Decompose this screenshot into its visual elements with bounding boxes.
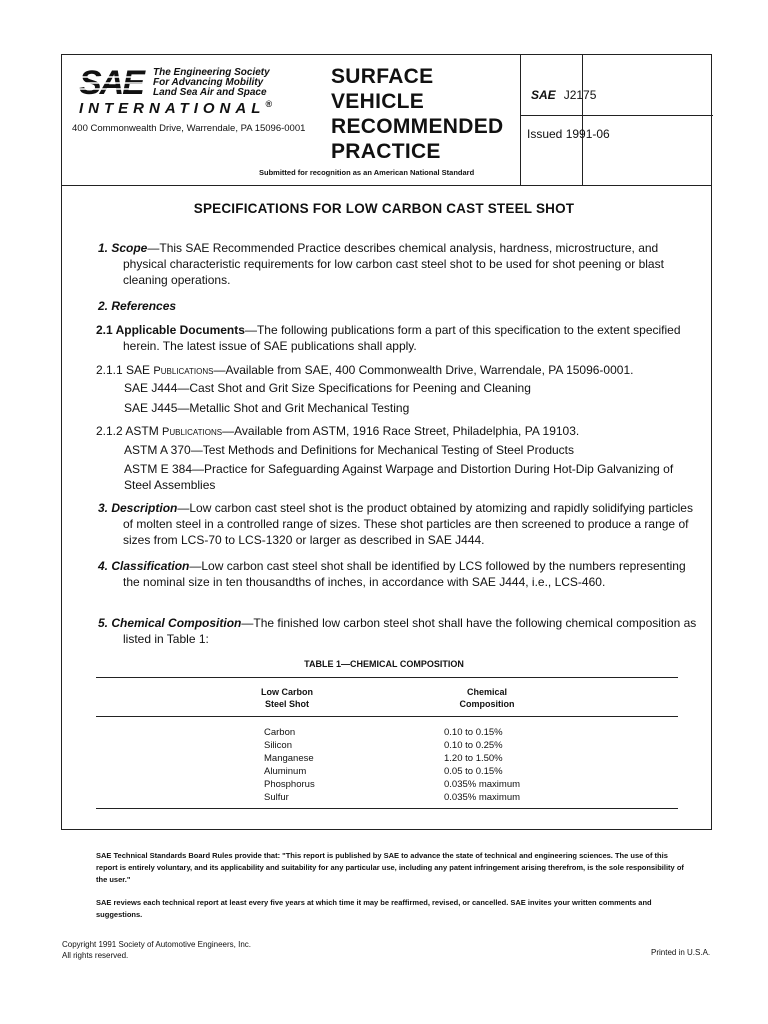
copyright-line: Copyright 1991 Society of Automotive Engineers, Inc. bbox=[62, 940, 251, 949]
table-title: TABLE 1—CHEMICAL COMPOSITION bbox=[304, 659, 464, 669]
title-line-2: VEHICLE bbox=[331, 90, 425, 113]
header-divider-horizontal bbox=[520, 115, 713, 116]
sae-logo bbox=[79, 66, 329, 126]
header-line: Low Carbon bbox=[261, 687, 313, 697]
table-bottom-rule bbox=[96, 808, 678, 809]
section-chemical-composition bbox=[98, 615, 703, 647]
page-title: SPECIFICATIONS FOR LOW CARBON CAST STEEL SHOT bbox=[193, 201, 575, 216]
scope-text: —This SAE Recommended Practice describes chemical analysis, hardness, microstructure, and physical characteristic requirements for low carbon cast steel shot to be used for shot peening or blast cleaning operations. bbox=[123, 241, 664, 287]
sae-pub-label: Publications bbox=[153, 365, 214, 377]
copyright bbox=[62, 939, 251, 961]
header-line: Chemical bbox=[466, 687, 508, 697]
reference-item: ASTM A 370—Test Methods and Definitions for Mechanical Testing of Steel Products bbox=[124, 443, 575, 457]
table-header-rule bbox=[96, 716, 678, 717]
table-cell-element: Aluminum bbox=[264, 766, 307, 777]
sae-logo-lettering: SAE bbox=[79, 66, 143, 98]
document-number bbox=[531, 88, 596, 102]
document-type-title bbox=[331, 64, 503, 164]
table-cell-element: Manganese bbox=[264, 753, 314, 764]
sae-address: 400 Commonwealth Drive, Warrendale, PA 15096-0001 bbox=[72, 123, 306, 134]
review-notice: SAE reviews each technical report at least every five years at which time it may be reaffirmed, revised, or cancelled. SAE invites your written comments and suggestions. bbox=[96, 898, 652, 919]
title-line-3: RECOMMENDED bbox=[331, 115, 504, 138]
header-divider-right bbox=[582, 55, 583, 185]
table-cell-value: 0.05 to 0.15% bbox=[444, 766, 503, 777]
section-classification bbox=[98, 558, 703, 590]
astm-pub-text: —Available from ASTM, 1916 Race Street, Philadelphia, PA 19103. bbox=[222, 424, 580, 438]
table-header-steel-shot bbox=[242, 686, 332, 710]
table-cell-value: 0.10 to 0.25% bbox=[444, 740, 503, 751]
reference-item: SAE J444—Cast Shot and Grit Size Specifications for Peening and Cleaning bbox=[124, 381, 531, 395]
chemical-composition-text: —The finished low carbon steel shot shall have the following chemical composition as listed in Table 1: bbox=[123, 616, 697, 646]
section-sae-publications bbox=[96, 362, 686, 379]
issued-date: Issued 1991-06 bbox=[527, 127, 610, 141]
section-scope bbox=[98, 240, 703, 288]
doc-number-value: J2175 bbox=[563, 88, 597, 102]
table-cell-value: 0.10 to 0.15% bbox=[444, 727, 503, 738]
table-cell-value: 1.20 to 1.50% bbox=[444, 753, 503, 764]
header-divider-left bbox=[520, 55, 521, 185]
table-cell-value: 0.035% maximum bbox=[444, 792, 521, 803]
section-description bbox=[98, 500, 703, 548]
table-header-composition bbox=[432, 686, 542, 710]
scope-heading: 1. Scope bbox=[98, 241, 148, 255]
description-heading: 3. Description bbox=[98, 501, 178, 515]
applicable-docs-text: —The following publications form a part of this specification to the extent specified herein. The latest issue of SAE publications shall apply. bbox=[123, 323, 681, 353]
references-heading: 2. References bbox=[98, 299, 177, 313]
classification-text: —Low carbon cast steel shot shall be identified by LCS followed by the numbers representing the nominal size in ten thousandths of inches, in accordance with SAE J444, i.e., LCS-460. bbox=[123, 559, 686, 589]
table-cell-element: Carbon bbox=[264, 727, 296, 738]
society-line-3: Land Sea Air and Space bbox=[153, 87, 267, 98]
astm-pub-number: 2.1.2 ASTM bbox=[96, 424, 163, 438]
header-line: Composition bbox=[459, 699, 515, 709]
international-text: INTERNATIONAL bbox=[79, 100, 266, 117]
table-cell-element: Sulfur bbox=[264, 792, 289, 803]
table-top-rule bbox=[96, 677, 678, 678]
table-cell-value: 0.035% maximum bbox=[444, 779, 521, 790]
header-bottom-rule bbox=[62, 185, 711, 186]
sae-pub-number: 2.1.1 SAE bbox=[96, 363, 154, 377]
society-tagline bbox=[153, 68, 270, 98]
copyright-line: All rights reserved. bbox=[62, 951, 129, 960]
applicable-docs-heading: 2.1 Applicable Documents bbox=[96, 323, 245, 337]
section-applicable-documents bbox=[96, 322, 705, 354]
classification-heading: 4. Classification bbox=[98, 559, 190, 573]
society-line-1: The Engineering Society bbox=[153, 67, 270, 78]
submitted-note: Submitted for recognition as an American National Standard bbox=[259, 168, 475, 177]
registered-mark: ® bbox=[265, 99, 273, 109]
title-line-1: SURFACE bbox=[331, 65, 434, 88]
sae-pub-text: —Available from SAE, 400 Commonwealth Drive, Warrendale, PA 15096-0001. bbox=[213, 363, 634, 377]
section-astm-publications bbox=[96, 423, 686, 440]
table-column-elements bbox=[264, 726, 315, 804]
reference-item: SAE J445—Metallic Shot and Grit Mechanical Testing bbox=[124, 401, 410, 415]
table-cell-element: Silicon bbox=[264, 740, 292, 751]
doc-prefix: SAE bbox=[531, 88, 556, 102]
table-column-values bbox=[444, 726, 520, 804]
international-wordmark bbox=[79, 99, 272, 117]
table-cell-element: Phosphorus bbox=[264, 779, 315, 790]
board-rules-notice: SAE Technical Standards Board Rules provide that: "This report is published by SAE to advance the state of technical and engineering sciences. The use of this report is entirely voluntary, and its applicability and suitability for any particular use, including any patent infringement arising therefrom, is the sole responsibility of the user." bbox=[96, 851, 684, 884]
description-text: —Low carbon cast steel shot is the product obtained by atomizing and rapidly solidifying particles of molten steel in a controlled range of sizes. These shot particles are then screened to produce a range of sizes from LCS-70 to LCS-1320 or larger as described in SAE J444. bbox=[123, 501, 693, 547]
sae-logo-icon bbox=[79, 66, 153, 98]
title-line-4: PRACTICE bbox=[331, 140, 441, 163]
printed-in: Printed in U.S.A. bbox=[651, 948, 711, 957]
astm-pub-label: Publications bbox=[162, 426, 223, 438]
chemical-composition-heading: 5. Chemical Composition bbox=[98, 616, 242, 630]
header-line: Steel Shot bbox=[264, 699, 309, 709]
section-references bbox=[98, 298, 678, 314]
reference-item: ASTM E 384—Practice for Safeguarding Against Warpage and Distortion During Hot-Dip Galvanizing of Steel Assemblies bbox=[124, 462, 674, 492]
society-line-2: For Advancing Mobility bbox=[153, 77, 264, 88]
